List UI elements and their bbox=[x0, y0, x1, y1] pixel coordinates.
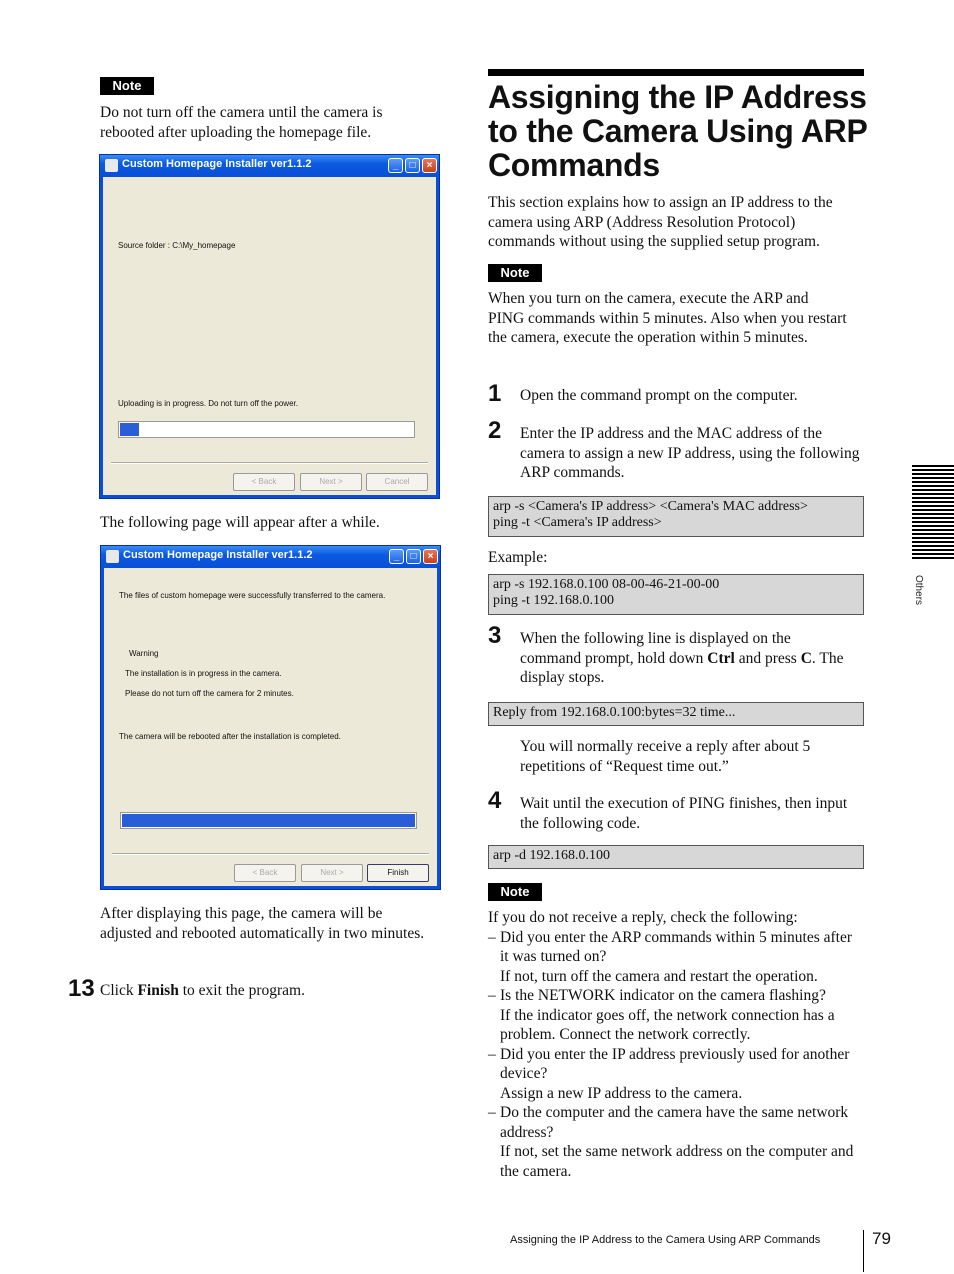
divider bbox=[111, 462, 428, 464]
reboot-text: The camera will be rebooted after the installation is completed. bbox=[119, 732, 341, 741]
app-icon bbox=[106, 550, 119, 563]
troubleshoot-intro: If you do not receive a reply, check the following: bbox=[488, 909, 798, 926]
check-answer: If not, turn off the camera and restart the operation. bbox=[500, 967, 818, 985]
list-item bbox=[488, 1045, 864, 1104]
code-line: arp -s <Camera's IP address> <Camera's MAC address> bbox=[493, 499, 808, 514]
note-text: When you turn on the camera, execute the ARP and PING commands within 5 minutes. Also when you restart the camera, execute the operation within 5 minutes. bbox=[488, 290, 847, 346]
step-number: 3 bbox=[488, 622, 502, 649]
close-icon[interactable]: × bbox=[423, 549, 438, 564]
maximize-icon[interactable]: □ bbox=[405, 158, 420, 173]
do-not-turn-off-text: Please do not turn off the camera for 2 minutes. bbox=[125, 689, 294, 698]
back-button[interactable]: < Back bbox=[233, 473, 295, 491]
dialog-client bbox=[104, 568, 437, 886]
code-line: arp -s 192.168.0.100 08-00-46-21-00-00 bbox=[493, 577, 720, 592]
upload-status-text: Uploading is in progress. Do not turn off the power. bbox=[118, 399, 298, 408]
back-button[interactable]: < Back bbox=[234, 864, 296, 882]
code-block bbox=[488, 845, 864, 869]
divider bbox=[112, 853, 429, 855]
next-button[interactable]: Next > bbox=[301, 864, 363, 882]
step2-text: Enter the IP address and the MAC address of the camera to assign a new IP address, using the following ARP commands. bbox=[520, 425, 860, 481]
warning-label: Warning bbox=[129, 649, 159, 658]
code-block bbox=[488, 702, 864, 726]
section-thumb-tab bbox=[912, 465, 954, 561]
next-button[interactable]: Next > bbox=[300, 473, 362, 491]
step-number: 4 bbox=[488, 787, 502, 814]
installer-dialog-uploading bbox=[99, 154, 440, 499]
page-number: 79 bbox=[872, 1229, 891, 1248]
intro-text: This section explains how to assign an IP address to the camera using ARP (Address Resolution Protocol) commands without using the supplied setup program. bbox=[488, 194, 833, 250]
code-block bbox=[488, 574, 864, 615]
page-heading: Assigning the IP Address to the Camera Using ARP Commands bbox=[488, 79, 867, 183]
list-item bbox=[488, 928, 864, 987]
step13-text: Click Finish to exit the program. bbox=[100, 982, 305, 999]
check-answer: If the indicator goes off, the network connection has a problem. Connect the network correctly. bbox=[500, 1006, 835, 1043]
step1-text: Open the command prompt on the computer. bbox=[520, 387, 798, 404]
step-number: 1 bbox=[488, 380, 502, 407]
code-line: ping -t 192.168.0.100 bbox=[493, 593, 614, 608]
dialog-titlebar bbox=[100, 155, 439, 177]
caption-after-while: The following page will appear after a while. bbox=[100, 514, 380, 531]
list-item bbox=[488, 986, 864, 1045]
finish-button[interactable]: Finish bbox=[367, 864, 429, 882]
code-block bbox=[488, 496, 864, 537]
progress-fill bbox=[120, 423, 139, 436]
troubleshoot-list bbox=[488, 908, 864, 1181]
check-question: – Did you enter the IP address previously used for another device? bbox=[500, 1045, 850, 1082]
caption-after-display: After displaying this page, the camera will be adjusted and rebooted automatically in two minutes. bbox=[100, 905, 425, 942]
note-text: Do not turn off the camera until the camera is rebooted after uploading the homepage file. bbox=[100, 104, 383, 141]
check-answer: Assign a new IP address to the camera. bbox=[500, 1084, 743, 1102]
installer-dialog-complete bbox=[100, 545, 441, 890]
minimize-icon[interactable]: _ bbox=[388, 158, 403, 173]
reply-text: You will normally receive a reply after about 5 repetitions of “Request time out.” bbox=[520, 738, 811, 775]
minimize-icon[interactable]: _ bbox=[389, 549, 404, 564]
example-label: Example: bbox=[488, 549, 548, 566]
note-badge: Note bbox=[488, 883, 542, 901]
check-answer: If not, set the same network address on the computer and the camera. bbox=[500, 1143, 854, 1180]
note-badge: Note bbox=[488, 264, 542, 282]
installation-progress-text: The installation is in progress in the camera. bbox=[125, 669, 282, 678]
check-question: – Did you enter the ARP commands within 5 minutes after it was turned on? bbox=[500, 928, 852, 965]
close-icon[interactable]: × bbox=[422, 158, 437, 173]
code-line: arp -d 192.168.0.100 bbox=[493, 848, 611, 863]
code-line: ping -t <Camera's IP address> bbox=[493, 515, 662, 530]
source-folder-text: Source folder : C:\My_homepage bbox=[118, 241, 236, 250]
footer-divider bbox=[863, 1230, 864, 1272]
step-number: 2 bbox=[488, 417, 502, 444]
code-line: Reply from 192.168.0.100:bytes=32 time... bbox=[493, 705, 736, 720]
footer-title: Assigning the IP Address to the Camera Using ARP Commands bbox=[510, 1234, 821, 1246]
cancel-button[interactable]: Cancel bbox=[366, 473, 428, 491]
dialog-titlebar bbox=[101, 546, 440, 568]
dialog-title: Custom Homepage Installer ver1.1.2 bbox=[122, 158, 312, 170]
check-question: – Do the computer and the camera have the same network address? bbox=[500, 1104, 849, 1141]
install-progress-bar bbox=[120, 812, 417, 829]
upload-progress-bar bbox=[118, 421, 415, 438]
maximize-icon[interactable]: □ bbox=[406, 549, 421, 564]
step3-text: When the following line is displayed on the command prompt, hold down Ctrl and press C. The display stops. bbox=[520, 630, 844, 686]
section-label: Others bbox=[913, 575, 924, 606]
step4-text: Wait until the execution of PING finishes, then input the following code. bbox=[520, 795, 848, 832]
app-icon bbox=[105, 159, 118, 172]
note-badge: Note bbox=[100, 77, 154, 95]
dialog-title: Custom Homepage Installer ver1.1.2 bbox=[123, 549, 313, 561]
check-question: – Is the NETWORK indicator on the camera flashing? bbox=[500, 987, 826, 1004]
transfer-success-text: The files of custom homepage were successfully transferred to the camera. bbox=[119, 591, 386, 600]
heading-rule bbox=[488, 69, 864, 76]
dialog-client bbox=[103, 177, 436, 495]
list-item bbox=[488, 1103, 864, 1181]
step-number: 13 bbox=[68, 975, 95, 1002]
progress-fill bbox=[122, 814, 415, 827]
